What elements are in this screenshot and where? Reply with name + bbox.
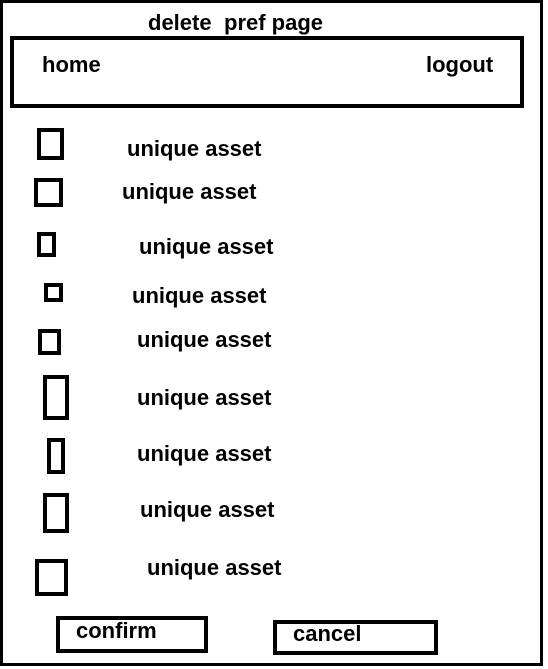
- page-title-pref-page: pref page: [224, 10, 324, 35]
- asset-checkbox-2[interactable]: [34, 178, 63, 207]
- asset-checkbox-7[interactable]: [47, 438, 65, 474]
- asset-label-4: unique asset: [132, 283, 267, 308]
- asset-label-2: unique asset: [122, 179, 257, 204]
- asset-checkbox-3[interactable]: [37, 232, 56, 257]
- asset-label-3: unique asset: [139, 234, 274, 259]
- confirm-button-label: confirm: [76, 617, 157, 643]
- cancel-button[interactable]: [273, 620, 438, 655]
- asset-checkbox-5[interactable]: [38, 329, 61, 355]
- asset-label-6: unique asset: [137, 385, 272, 410]
- page-title-delete: delete: [148, 10, 212, 35]
- asset-label-5: unique asset: [137, 327, 272, 352]
- home-link[interactable]: home: [42, 52, 101, 77]
- asset-checkbox-9[interactable]: [35, 559, 68, 596]
- asset-label-1: unique asset: [127, 136, 262, 161]
- asset-checkbox-1[interactable]: [37, 128, 64, 160]
- logout-link[interactable]: logout: [426, 52, 494, 77]
- asset-label-9: unique asset: [147, 555, 282, 580]
- confirm-button[interactable]: [56, 616, 208, 653]
- asset-checkbox-6[interactable]: [43, 375, 69, 420]
- asset-checkbox-8[interactable]: [43, 493, 69, 533]
- asset-label-7: unique asset: [137, 441, 272, 466]
- asset-checkbox-4[interactable]: [44, 283, 63, 302]
- asset-label-8: unique asset: [140, 497, 275, 522]
- cancel-button-label: cancel: [293, 620, 362, 646]
